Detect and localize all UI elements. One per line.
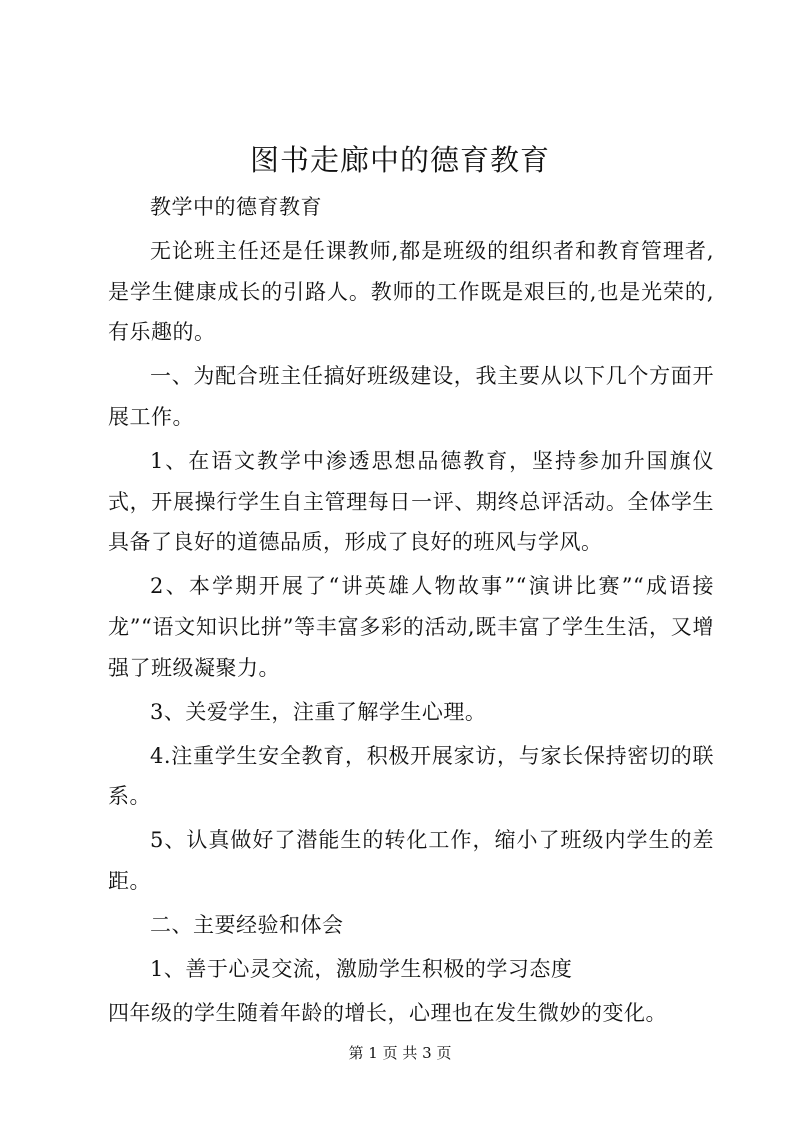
document-title: 图书走廊中的德育教育 [249, 143, 550, 177]
page-footer: 第 1 页 共 3 页 [348, 1044, 452, 1062]
paragraph-section-one-heading: 一、为配合班主任搞好班级建设，我主要从以下几个方面开展工作。 [108, 364, 714, 429]
document-body [108, 187, 714, 1037]
paragraph-section-two-heading: 二、主要经验和体会 [150, 913, 344, 938]
paragraph-item-4: 4.注重学生安全教育，积极开展家访，与家长保持密切的联系。 [108, 743, 714, 809]
paragraph-item-1: 1、在语文教学中渗透思想品德教育，坚持参加升国旗仪式，开展操行学生自主管理每日一评、期终总评活动。全体学生具备了良好的道德品质，形成了良好的班风与学风。 [108, 449, 714, 555]
paragraph-subtitle: 教学中的德育教育 [150, 195, 322, 219]
paragraph-item-5: 5、认真做好了潜能生的转化工作，缩小了班级内学生的差距。 [108, 828, 714, 893]
paragraph-closing: 四年级的学生随着年龄的增长，心理也在发生微妙的变化。 [108, 1001, 667, 1026]
paragraph-intro: 无论班主任还是任课教师,都是班级的组织者和教育管理者,是学生健康成长的引路人。教师的工作既是艰巨的,也是光荣的,有乐趣的。 [108, 239, 714, 345]
paragraph-section-two-item-1: 1、善于心灵交流，激励学生积极的学习态度 [150, 957, 573, 982]
paragraph-item-2: 2、本学期开展了“讲英雄人物故事”“演讲比赛”“成语接龙”“语文知识比拼”等丰富多彩的活动,既丰富了学生生活，又增强了班级凝聚力。 [108, 574, 714, 680]
paragraph-item-3: 3、关爱学生，注重了解学生心理。 [150, 699, 487, 724]
